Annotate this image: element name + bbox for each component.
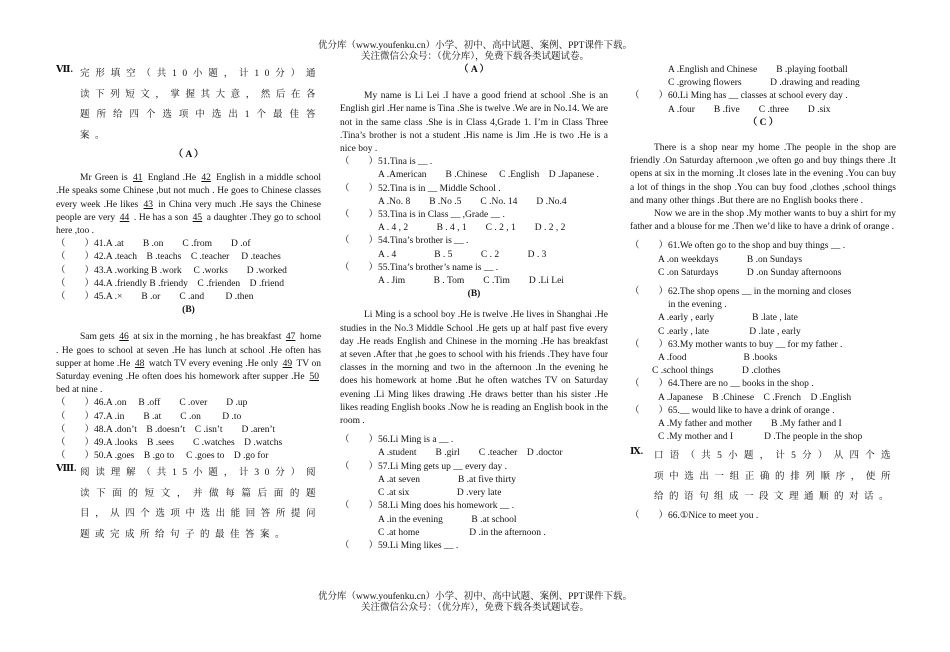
reading-passage-a: My name is Li Lei .I have a good friend at school .She is an English girl .Her name is Tina .She is twelve .We are in No.14. We are not in the same class .She is in Class 4,Grade 1. I’m in Class Three .Tina’s brother is not a student .His name is Jim .He is two .He is a nice boy . xyxy=(340,91,608,155)
question-60[interactable]: （ ） 60.Li Ming has __ classes at school every day . xyxy=(630,91,848,102)
blank-43: 43 xyxy=(143,199,153,210)
question-63[interactable]: （ ） 63.My mother wants to buy __ for my father . xyxy=(630,339,843,350)
blank-41: 41 xyxy=(132,173,143,184)
section-7-number: Ⅶ. xyxy=(56,65,73,75)
question-54-options[interactable]: A . 4 B . 5 C . 2 D . 3 xyxy=(378,249,547,260)
question-63-options-1[interactable]: A .food B .books xyxy=(658,353,778,364)
column-2 xyxy=(340,64,608,553)
question-58-options-1[interactable]: A .in the evening B .at school xyxy=(378,514,517,525)
question-48[interactable]: （ ） 48.A .don’t B .doesn’t C .isn’t D .aren’t xyxy=(56,424,276,435)
question-49[interactable]: （ ） 49.A .looks B .sees C .watches D .watchs xyxy=(56,438,283,449)
question-59[interactable]: （ ） 59.Li Ming likes __ . xyxy=(340,540,459,551)
question-59-options-1[interactable]: A .English and Chinese B .playing football xyxy=(668,65,848,75)
column-1 xyxy=(56,64,321,545)
question-45[interactable]: （ ） 45.A .× B .or C .and D .then xyxy=(56,292,254,303)
cloze-passage-b: Sam gets 46 at six in the morning , he has breakfast 47 home . He goes to school at seven .He has lunch at school .He often has supper at home .He 48 watch TV every evening .He only 49 TV on Saturday evening .He often does his homework after supper .He 50 bed at nine . xyxy=(56,332,322,396)
cloze-passage-a: Mr Green is 41 England .He 42 English in a middle school .He speaks some Chinese ,but not much . He goes to Chinese classes every week .He likes 43 in China very much .He says the Chinese people are very 44 . He has a son 45 a daughter .They go to school here ,too . xyxy=(56,173,322,237)
reading-questions-a xyxy=(340,156,608,288)
question-55-options[interactable]: A . Jim B . Tom C .Tim D .Li Lei xyxy=(378,276,564,287)
question-65[interactable]: （ ） 65.__ would like to have a drink of orange . xyxy=(630,405,835,416)
section-9-number: Ⅸ. xyxy=(630,447,644,458)
blank-44: 44 xyxy=(119,212,130,223)
question-62-options-1[interactable]: A .early , early B .late , late xyxy=(658,313,798,324)
section-8-number: Ⅷ. xyxy=(56,464,77,475)
column-3 xyxy=(630,64,896,523)
blank-45: 45 xyxy=(192,212,203,223)
blank-48: 48 xyxy=(134,358,145,369)
question-60-options[interactable]: A .four B .five C .three D .six xyxy=(668,104,831,115)
section-9-instruction: 口语（共5小题，计5分）从四个选项中选出一组正确的排列顺序，使所给的语句组成一段文理通顺的对话。 xyxy=(654,451,896,503)
question-51-options[interactable]: A .American B .Chinese C .English D .Japanese . xyxy=(378,170,599,181)
blank-42: 42 xyxy=(201,173,211,184)
question-43[interactable]: （ ） 43.A .working B .work C .works D .worked xyxy=(56,265,287,276)
blank-50: 50 xyxy=(309,372,319,383)
section-7-part-a-label: （ A ） xyxy=(173,150,204,160)
question-46[interactable]: （ ） 46.A .on B .off C .over D .up xyxy=(56,398,248,409)
question-65-options-1[interactable]: A .My father and mother B .My father and I xyxy=(658,419,842,430)
question-62-options-2[interactable]: C .early , late D .late , early xyxy=(658,326,801,337)
question-44[interactable]: （ ） 44.A .friendly B .friendy C .frienden D .friend xyxy=(56,278,284,289)
question-42[interactable]: （ ） 42.A .teach B .teachs C .teacher D .teaches xyxy=(56,252,281,263)
question-62[interactable]: （ ） 62.The shop opens __ in the morning and closes xyxy=(630,287,852,298)
blank-49: 49 xyxy=(282,358,293,369)
question-52[interactable]: （ ） 52.Tina is in __ Middle School . xyxy=(340,183,501,194)
section-8-part-a-label: （ A ） xyxy=(458,65,490,75)
question-56[interactable]: （ ） 56.Li Ming is a __ . xyxy=(340,435,454,446)
reading-questions-c xyxy=(630,240,896,444)
header-line-2: 关注微信公众号：（优分库），免费下载各类试题试卷。 xyxy=(360,52,589,62)
question-58-options-2[interactable]: C .at home D .in the afternoon . xyxy=(378,527,546,538)
header-line-1: 优分库（www.youfenku.cn）小学、初中、高中试题、案例、PPT课件下载。 xyxy=(318,41,632,51)
blank-46: 46 xyxy=(119,332,129,343)
footer-line-1: 优分库（www.youfenku.cn）小学、初中、高中试题、案例、PPT课件下载。 xyxy=(318,592,632,602)
question-61[interactable]: （ ） 61.We often go to the shop and buy things __ . xyxy=(630,241,846,252)
question-52-options[interactable]: A .No. 8 B .No .5 C .No. 14 D .No.4 xyxy=(378,196,567,207)
question-53-options[interactable]: A . 4 , 2 B . 4 , 1 C . 2 , 1 D . 2 , 2 xyxy=(378,223,566,234)
question-63-options-2[interactable]: C .school things D .clothes xyxy=(652,366,781,377)
question-56-options[interactable]: A .student B .girl C .teacher D .doctor xyxy=(378,448,563,459)
section-8-heading xyxy=(56,463,321,545)
section-7-part-b-label: (B) xyxy=(182,305,195,316)
question-61-options-2[interactable]: C .on Saturdays D .on Sunday afternoons xyxy=(658,267,842,278)
question-62-continuation: in the evening . xyxy=(668,300,727,311)
reading-passage-b: Li Ming is a school boy .He is twelve .He lives in Shanghai .He studies in the No.3 Middle School .He gets up at half past five every day .He reads English and Chinese in the morning .He has breakfast at seven .After that ,he goes to school with his friends .They have four classes in the morning and two in the afternoon .In the evening he does his homework at home .But he often watches TV on Saturday evening .Li Ming likes drawing .He draws better than his sister .He likes reading English books .Now he is reading an English book in the room . xyxy=(340,310,608,427)
section-7-instruction: 完形填空（共10小题，计10分）通读下列短文，掌握其大意，然后在各题所给四个选项中选出1个最佳答案。 xyxy=(80,69,321,141)
question-47[interactable]: （ ） 47.A .in B .at C .on D .to xyxy=(56,411,242,422)
question-55[interactable]: （ ） 55.Tina’s brother’s name is __ . xyxy=(340,262,499,273)
question-58[interactable]: （ ） 58.Li Ming does his homework __ . xyxy=(340,501,515,512)
section-8-part-b-label: (B) xyxy=(467,289,481,300)
question-41[interactable]: （ ） 41.A .at B .on C .from D .of xyxy=(56,239,251,250)
question-57-options-2[interactable]: C .at six D .very late xyxy=(378,488,502,499)
section-7-heading xyxy=(56,64,321,146)
question-64[interactable]: （ ） 64.There are no __ books in the shop . xyxy=(630,379,814,390)
question-54[interactable]: （ ） 54.Tina’s brother is __ . xyxy=(340,236,469,247)
question-65-options-2[interactable]: C .My mother and I D .The people in the shop xyxy=(658,432,863,443)
page-footer xyxy=(0,592,950,614)
section-8-part-c-label: （ C ） xyxy=(747,117,779,128)
reading-questions-b xyxy=(340,434,608,553)
question-57[interactable]: （ ） 57.Li Ming gets up __ every day . xyxy=(340,461,508,472)
footer-line-2: 关注微信公众号：（优分库），免费下载各类试题试卷。 xyxy=(360,603,589,613)
page-header xyxy=(0,41,950,63)
section-9-heading xyxy=(630,446,896,508)
reading-passage-c-2: Now we are in the shop .My mother wants to buy a shirt for my father and a blouse for me .Then we’d like to have a drink of orange . xyxy=(630,209,896,233)
question-59-options-2[interactable]: C .growing flowers D .drawing and reading xyxy=(668,78,860,89)
question-57-options-1[interactable]: A .at seven B .at five thirty xyxy=(378,474,516,485)
section-8-instruction: 阅读理解（共15小题，计30分）阅读下面的短文，并做每篇后面的题目，从四个选项中选出能回答所提问题或完成所给句子的最佳答案。 xyxy=(80,468,321,540)
question-50[interactable]: （ ） 50.A .goes B .go to C .goes to D .go for xyxy=(56,451,269,462)
reading-passage-c-1: There is a shop near my home .The people in the shop are friendly .On Saturday afternoon ,we often go and buy things there .It opens at six in the morning .It closes late in the evening .You can buy a lot of things in the shop .You can buy food ,clothes ,school things and many other things .But there are no English books there . xyxy=(630,143,896,206)
blank-47: 47 xyxy=(285,332,296,343)
cloze-questions-b xyxy=(56,397,321,463)
question-53[interactable]: （ ） 53.Tina is in Class __ ,Grade __ . xyxy=(340,210,505,221)
cloze-questions-a xyxy=(56,238,321,304)
question-64-options[interactable]: A .Japanese B .Chinese C .French D .English xyxy=(658,392,852,403)
question-66[interactable]: （ ） 66.①Nice to meet you . xyxy=(630,510,759,521)
question-51[interactable]: （ ） 51.Tina is __ . xyxy=(340,157,433,168)
question-61-options-1[interactable]: A .on weekdays B .on Sundays xyxy=(658,254,803,265)
